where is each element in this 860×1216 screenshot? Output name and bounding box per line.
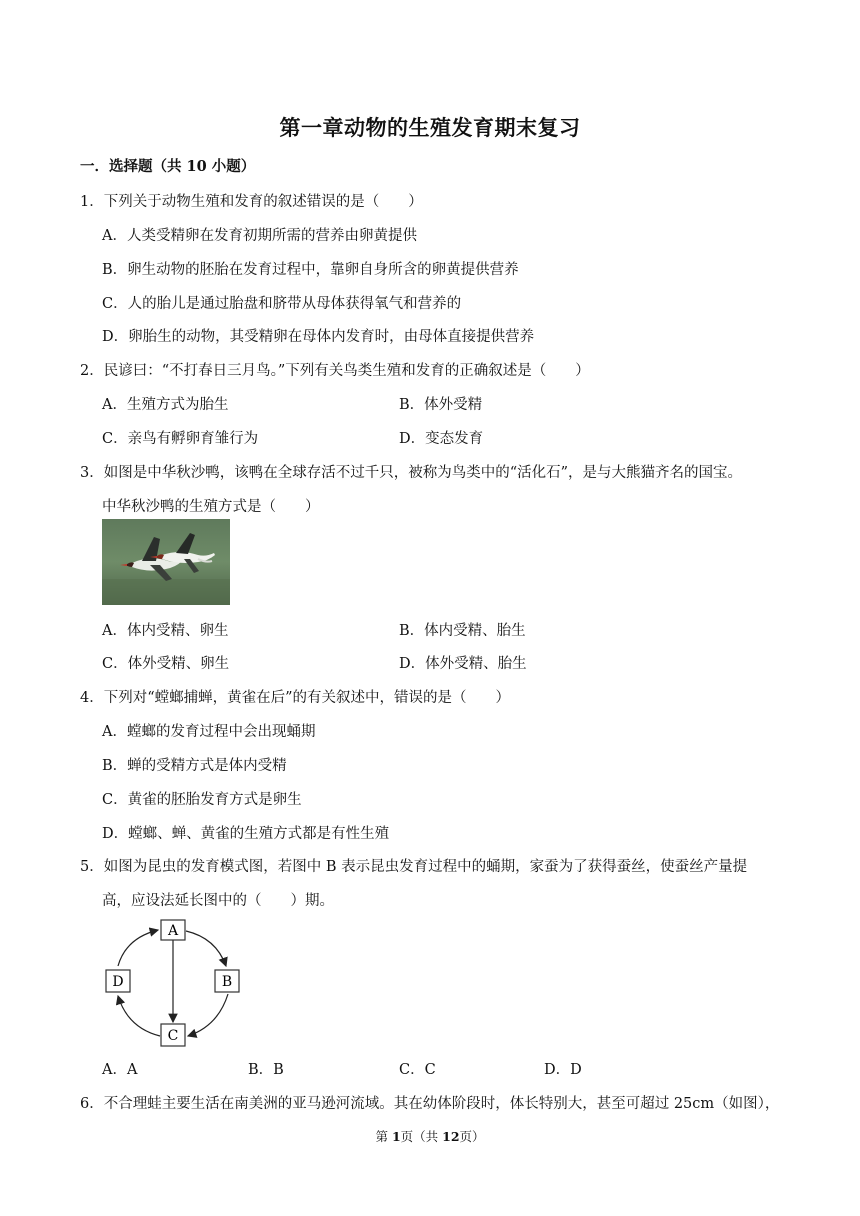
question-2-option-c: C．亲鸟有孵卵育雏行为	[102, 431, 259, 447]
question-3-stem-line-2: 中华秋沙鸭的生殖方式是（ ）	[102, 499, 320, 515]
footer-middle: 页（共	[400, 1129, 443, 1144]
question-2-stem: 2．民谚曰：“不打春日三月鸟。”下列有关鸟类生殖和发育的正确叙述是（ ）	[80, 363, 590, 379]
question-2-option-b: B．体外受精	[399, 397, 483, 413]
insect-development-cycle-diagram	[102, 914, 242, 1050]
footer-suffix: 页）	[459, 1129, 485, 1144]
question-6-stem: 6．不合理蛙主要生活在南美洲的亚马逊河流域。其在幼体阶段时，体长特别大，甚至可超过 25cm（如图），	[80, 1096, 780, 1112]
question-1-option-a: A．人类受精卵在发育初期所需的营养由卵黄提供	[102, 228, 417, 244]
question-2-option-a: A．生殖方式为胎生	[102, 397, 229, 413]
section-heading: 一．选择题（共 10 小题）	[80, 158, 256, 175]
question-4-option-a: A．螳螂的发育过程中会出现蛹期	[102, 724, 316, 740]
question-2-option-d: D．变态发育	[399, 431, 484, 447]
page-footer	[0, 1127, 860, 1145]
arrow-d-to-a	[118, 930, 158, 966]
footer-prefix: 第	[375, 1129, 392, 1144]
question-5-option-b: B．B	[248, 1062, 284, 1078]
question-1-option-b: B．卵生动物的胚胎在发育过程中，靠卵自身所含的卵黄提供营养	[102, 262, 519, 278]
question-4-stem: 4．下列对“螳螂捕蝉，黄雀在后”的有关叙述中，错误的是（ ）	[80, 690, 511, 706]
stage-b-label: B	[221, 974, 233, 990]
arrow-a-to-b	[186, 931, 226, 966]
mergus-ducks-photo	[102, 519, 230, 605]
question-1-option-c: C．人的胎儿是通过胎盘和脐带从母体获得氧气和营养的	[102, 296, 462, 312]
stage-c-label: C	[167, 1028, 179, 1044]
question-3-option-d: D．体外受精、胎生	[399, 656, 527, 672]
question-5-stem-line-2: 高，应设法延长图中的（ ）期。	[102, 893, 334, 909]
question-5-option-d: D．D	[544, 1062, 582, 1078]
question-4-option-b: B．蝉的受精方式是体内受精	[102, 758, 287, 774]
question-5-option-a: A．A	[102, 1062, 138, 1078]
question-1-option-d: D．卵胎生的动物，其受精卵在母体内发育时，由母体直接提供营养	[102, 329, 535, 345]
question-5-option-c: C．C	[399, 1062, 436, 1078]
question-1-stem: 1．下列关于动物生殖和发育的叙述错误的是（ ）	[80, 194, 423, 210]
footer-total-pages: 12	[442, 1129, 460, 1144]
stage-d-label: D	[112, 974, 124, 990]
question-4-option-d: D．螳螂、蝉、黄雀的生殖方式都是有性生殖	[102, 826, 390, 842]
question-3-option-c: C．体外受精、卵生	[102, 656, 230, 672]
question-3-option-b: B．体内受精、胎生	[399, 623, 526, 639]
arrow-c-to-d	[118, 996, 160, 1036]
question-4-option-c: C．黄雀的胚胎发育方式是卵生	[102, 792, 302, 808]
page-title: 第一章动物的生殖发育期末复习	[279, 115, 581, 140]
question-5-stem-line-1: 5．如图为昆虫的发育模式图，若图中 B 表示昆虫发育过程中的蛹期，家蚕为了获得蚕丝，使蚕丝产量提	[80, 859, 748, 875]
arrow-b-to-c	[188, 994, 228, 1036]
stage-a-label: A	[167, 923, 179, 939]
question-3-stem-line-1: 3．如图是中华秋沙鸭，该鸭在全球存活不过千只，被称为鸟类中的“活化石”，是与大熊猫齐名的国宝。	[80, 465, 743, 481]
question-3-option-a: A．体内受精、卵生	[102, 623, 229, 639]
footer-page-number: 1	[391, 1129, 401, 1144]
